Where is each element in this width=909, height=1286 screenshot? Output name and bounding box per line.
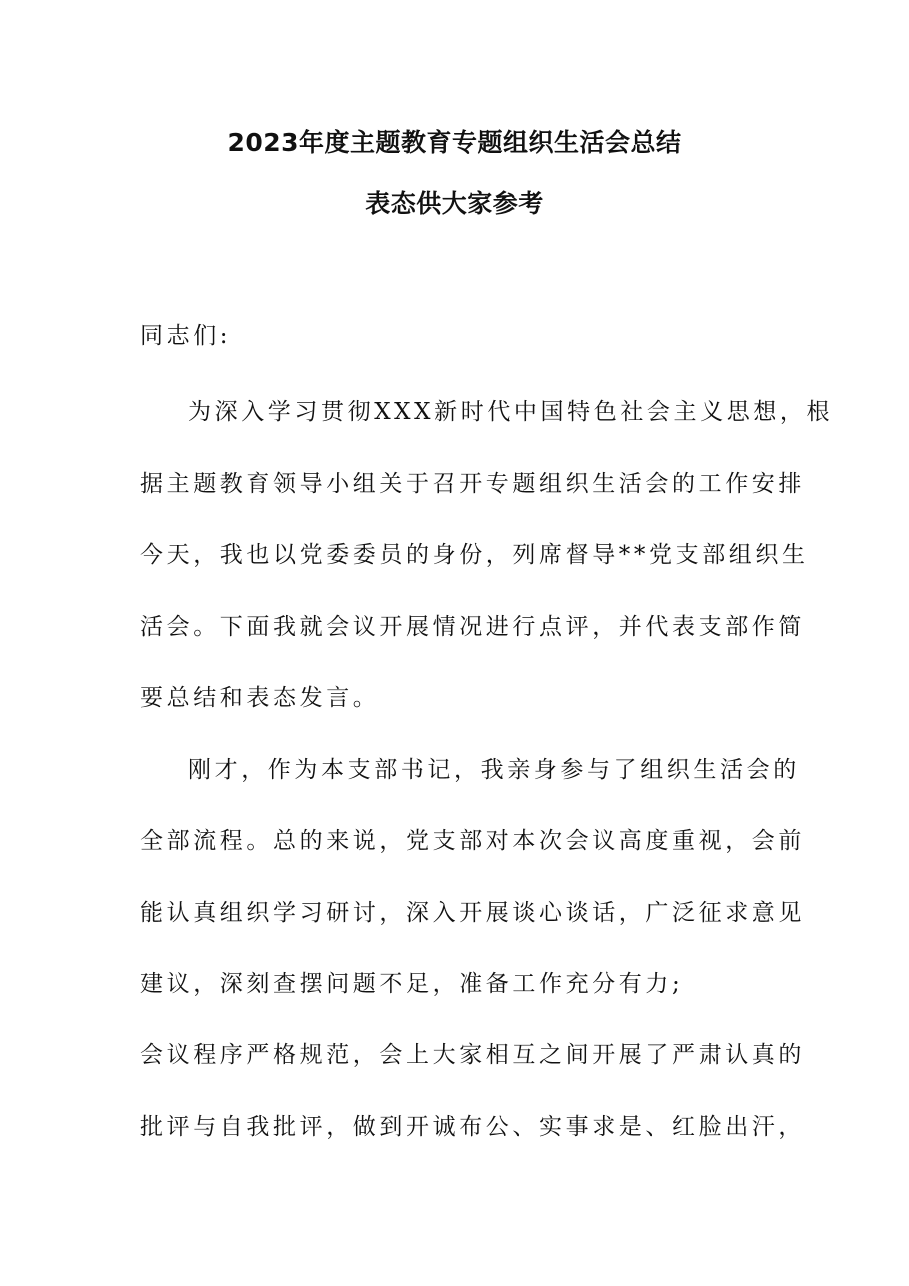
body-line-10: 会议程序严格规范，会上大家相互之间开展了严肃认真的 bbox=[140, 1042, 805, 1068]
body-line-1: 为深入学习贯彻XXX新时代中国特色社会主义思想，根 bbox=[188, 399, 834, 425]
salutation: 同志们: bbox=[140, 323, 232, 349]
body-line-11: 批评与自我批评，做到开诚布公、实事求是、红脸出汗， bbox=[140, 1114, 805, 1140]
document-title-line-2: 表态供大家参考 bbox=[365, 189, 544, 218]
body-line-6: 刚才，作为本支部书记，我亲身参与了组织生活会的 bbox=[188, 757, 800, 783]
body-line-8: 能认真组织学习研讨，深入开展谈心谈话，广泛征求意见 bbox=[140, 900, 805, 926]
document-title-line-1: 2023年度主题教育专题组织生活会总结 bbox=[227, 128, 682, 157]
body-line-5: 要总结和表态发言。 bbox=[140, 685, 380, 711]
body-line-3: 今天，我也以党委委员的身份，列席督导**党支部组织生 bbox=[140, 542, 809, 568]
body-line-7: 全部流程。总的来说，党支部对本次会议高度重视，会前 bbox=[140, 828, 805, 854]
body-line-9: 建议，深刻查摆问题不足，准备工作充分有力; bbox=[140, 971, 684, 997]
body-line-2: 据主题教育领导小组关于召开专题组织生活会的工作安排 bbox=[140, 471, 805, 497]
body-line-4: 活会。下面我就会议开展情况进行点评，并代表支部作简 bbox=[140, 614, 805, 640]
